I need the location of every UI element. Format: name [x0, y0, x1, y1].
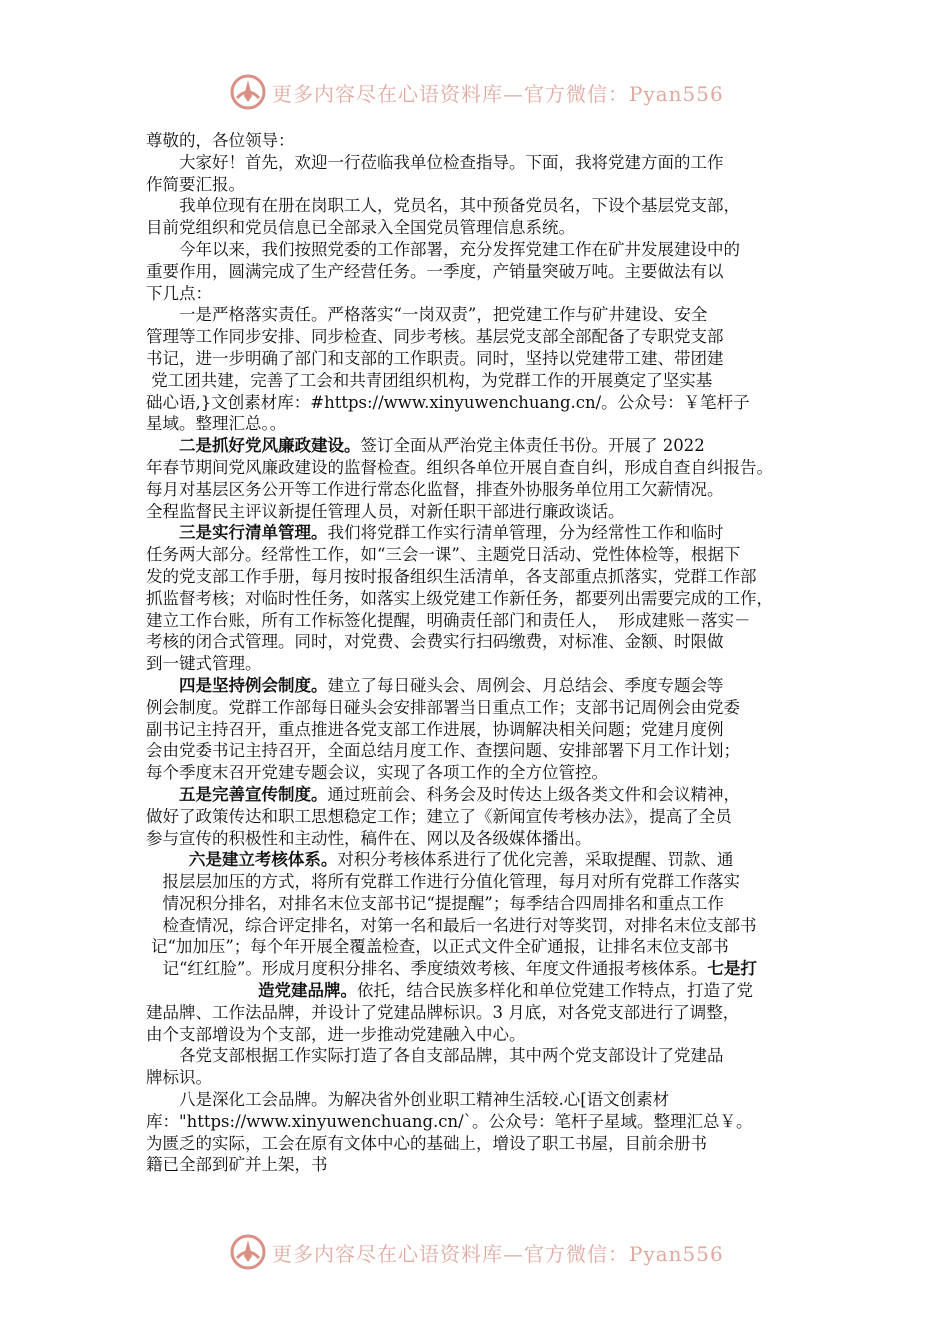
greeting-line: 尊敬的，各位领导： [146, 131, 295, 150]
para-overview: 我单位现有在册在岗职工人，党员名，其中预备党员名，下设个基层党支部， [179, 196, 740, 216]
para-item-2: 二是抓好党风廉政建设。签订全面从严治党主体责任书份。开展了 2022 [179, 436, 705, 456]
item-heading: 四是坚持例会制度。 [179, 675, 328, 695]
item-heading: 六是建立考核体系。 [188, 850, 338, 870]
item-heading: 五是完善宣传制度。 [179, 784, 328, 804]
para-item-3: 三是实行清单管理。我们将党群工作实行清单管理，分为经常性工作和临时 [179, 523, 724, 543]
item-heading: 七是打 [707, 959, 757, 979]
document-body: 尊敬的，各位领导： 大家好！首先，欢迎一行莅临我单位检查指导。下面，我将党建方面的工作 作简要汇报。 我单位现有在册在岗职工人，党员名，其中预备党员名，下设个基层党支部， 目前党组织和党员信息已全部录入全国党员管理信息系统。 今年以来，我们按照党委的工作部署，充分发挥党建工作在矿井发展建设中的 重要作用，圆满完成了生产经营任务。一季度，产销量突破万吨。主要做法有以 下几点： 一是严格落实责任。严格落实“一岗双责”，把党建工作与矿井建设、安全 管理等工作同步安排、同步检查、同步考核。基层党支部全部配备了专职党支部 书记，进一步明确了部门和支部的工作职责。同时，坚持以党建带工建、带团建 党工团共建，完善了工会和共青团组织机构，为党群工作的开展奠定了坚实基 础心语,}文创素材库：#https://www.xinyuwenchuang.cn/。公众号：￥笔杆子 星域。整理汇总。。 二是抓好党风廉政建设。签订全面从严治党主体责任书份。开展了 2022 年春节期间党风廉政建设的监督检查。组织各单位开展自查自纠，形成自查自纠报告。 每月对基层区务公开等工作进行常态化监督，排查外协服务单位用工欠薪情况。 全程监督民主评议新提任管理人员，对新任职干部进行廉政谈话。 三是实行清单管理。我们将党群工作实行清单管理，分为经常性工作和临时 任务两大部分。经常性工作，如“三会一课”、主题党日活动、党性体检等，根据下 发的党支部工作手册，每月按时报备组织生活清单，各支部重点抓落实，党群工作部 抓监督考核；对临时性任务，如落实上级党建工作新任务，都要列出需要完成的工作， 建立工作台账，所有工作标签化提醒，明确责任部门和责任人， 形成建账－落实－ 考核的闭合式管理。同时，对党费、会费实行扫码缴费，对标准、金额、时限做 到一键式管理。 四是坚持例会制度。建立了每日碰头会、周例会、月总结会、季度专题会等 例会制度。党群工作部每日碰头会安排部署当日重点工作；支部书记周例会由党委 副书记主持召开，重点推进各党支部工作进展，协调解决相关问题；党建月度例 会由党委书记主持召开，全面总结月度工作、查摆问题、安排部署下月工作计划； 每个季度末召开党建专题会议，实现了各项工作的全方位管控。 五是完善宣传制度。通过班前会、科务会及时传达上级各类文件和会议精神， 做好了政策传达和职工思想稳定工作；建立了《新闻宣传考核办法》，提高了全员 参与宣传的积极性和主动性，稿件在、网以及各级媒体播出。 六是建立考核体系。对积分考核体系进行了优化完善，采取提醒、罚款、通 报层层加压的方式，将所有党群工作进行分值化管理，每月对所有党群工作落实 情况积分排名，对排名末位支部书记“提提醒”；每季结合四周排名和重点工作 检查情况，综合评定排名，对第一名和最后一名进行对等奖罚，对排名末位支部书 记“加加压”；每个年开展全覆盖检查，以正式文件全矿通报，让排名末位支部书 记“红红脸”。形成月度积分排名、季度绩效考核、年度文件通报考核体系。七是打 造党建品牌。依托，结合民族多样化和单位党建工作特点，打造了党 建品牌、工作法品牌，并设计了党建品牌标识。3 月底，对各党支部进行了调整， 由个支部增设为个支部，进一步推动党建融入中心。 各党支部根据工作实际打造了各自支部品牌，其中两个党支部设计了党建品 牌标识。 八是深化工会品牌。为解决省外创业职工精神生活较.心[语文创素材 库："https://www.xinyuwenchuang.cn/`。公众号：笔杆子星域。整理汇总￥。 为匮乏的实际，工会在原有文体中心的基础上，增设了职工书屋，目前余册书 籍已全部到矿并上架，书 [146, 130, 818, 1176]
para-item-1: 一是严格落实责任。严格落实“一岗双责”，把党建工作与矿井建设、安全 [179, 305, 708, 325]
para-item-5: 五是完善宣传制度。通过班前会、科务会及时传达上级各类文件和会议精神， [179, 784, 740, 804]
para-item-7: 造党建品牌。依托，结合民族多样化和单位党建工作特点，打造了党 [258, 981, 753, 1001]
para-item-6: 六是建立考核体系。对积分考核体系进行了优化完善，采取提醒、罚款、通 [188, 850, 734, 870]
para-intro: 大家好！首先，欢迎一行莅临我单位检查指导。下面，我将党建方面的工作 [179, 152, 724, 172]
item-heading: 二是抓好党风廉政建设。 [179, 436, 361, 456]
book-pen-logo-icon [228, 1232, 268, 1272]
para-item-4: 四是坚持例会制度。建立了每日碰头会、周例会、月总结会、季度专题会等 [179, 675, 724, 695]
para-item-8: 八是深化工会品牌。为解决省外创业职工精神生活较.心[语文创素材 [179, 1090, 670, 1110]
book-pen-logo-icon [228, 72, 268, 112]
watermark-text: 更多内容尽在心语资料库—官方微信：Pyan556 [272, 81, 724, 106]
watermark-banner-top [228, 72, 728, 112]
watermark-text: 更多内容尽在心语资料库—官方微信：Pyan556 [272, 1241, 724, 1266]
para-branding: 各党支部根据工作实际打造了各自支部品牌，其中两个党支部设计了党建品 [179, 1046, 724, 1066]
item-heading: 三是实行清单管理。 [179, 523, 328, 543]
watermark-banner-bottom [228, 1232, 728, 1272]
para-summary: 今年以来，我们按照党委的工作部署，充分发挥党建工作在矿井发展建设中的 [179, 239, 740, 259]
item-heading: 造党建品牌。 [258, 981, 357, 1001]
